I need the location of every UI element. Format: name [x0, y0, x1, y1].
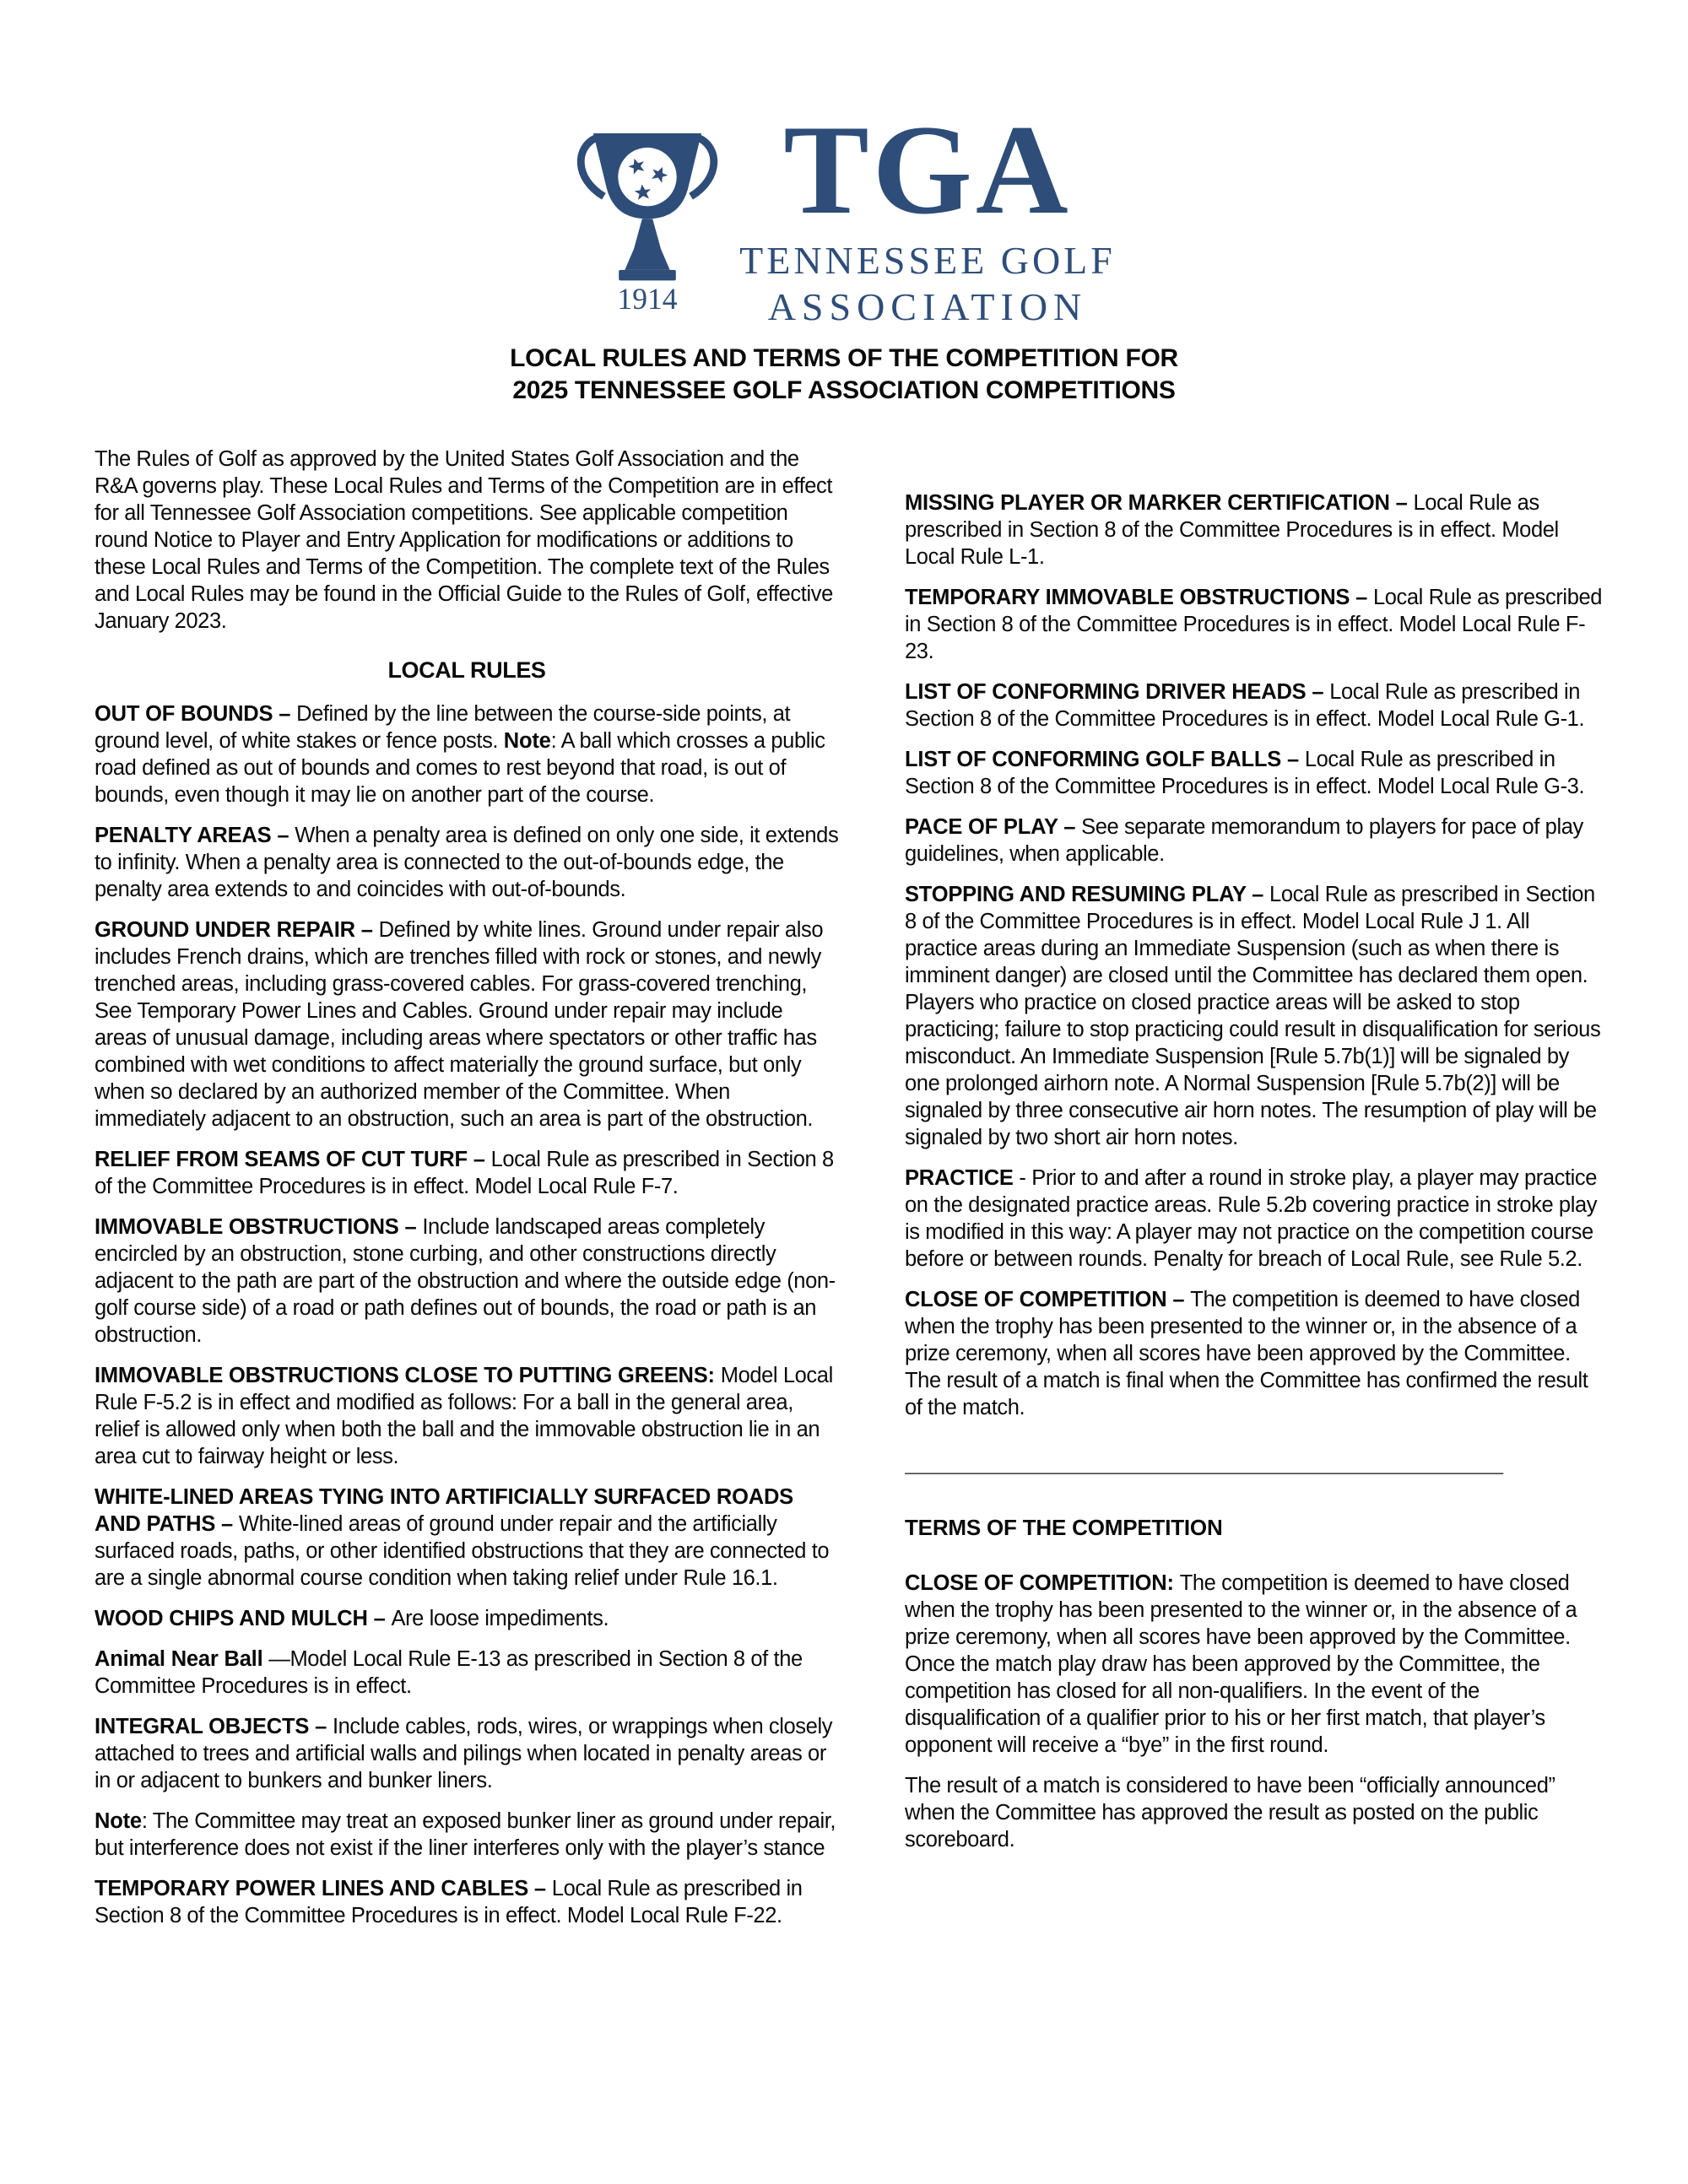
rule-paragraph: TEMPORARY POWER LINES AND CABLES – Local Rule as prescribed in Section 8 of the Committee Procedures is in effect. Model Local Rule F-22.: [95, 1876, 803, 1927]
trophy-plinth: [619, 270, 676, 280]
rule-paragraph: TEMPORARY IMMOVABLE OBSTRUCTIONS – Local Rule as prescribed in Section 8 of the Committee Procedures is in effect. Model Local Rule F-23.: [905, 585, 1603, 663]
tga-trophy-icon: [572, 120, 722, 321]
rule-paragraph: PACE OF PLAY – See separate memorandum to players for pace of play guidelines, when applicable.: [905, 814, 1583, 866]
terms-sections: [905, 1570, 1605, 1853]
rule-paragraph: PENALTY AREAS – When a penalty area is defined on only one side, it extends to infinity. When a penalty area is connected to the out-of-bounds edge, the penalty area extends to and coincides with out-of-bounds.: [95, 823, 839, 901]
rule-paragraph: MISSING PLAYER OR MARKER CERTIFICATION – Local Rule as prescribed in Section 8 of the Committee Procedures is in effect. Model Local Rule L-1.: [905, 490, 1559, 569]
rule-paragraph: GROUND UNDER REPAIR – Defined by white lines. Ground under repair also includes French drains, which are trenches filled with rock or stones, and newly trenched areas, including grass-covered cables. For grass-covered trenching, See Temporary Power Lines and Cables. Ground under repair may include areas of unusual damage, including areas where spectators or other traffic has combined with wet conditions to affect materially the ground surface, but only when so declared by an authorized member of the Committee. When immediately adjacent to an obstruction, such an area is part of the obstruction.: [95, 917, 824, 1131]
rule-paragraph: OUT OF BOUNDS – Defined by the line between the course-side points, at ground level, of white stakes or fence posts. Note: A ball which crosses a public road defined as out of bounds and comes to rest beyond that road, is out of bounds, even though it may lie on another part of the course.: [95, 701, 825, 807]
logo-text-block: [739, 99, 1116, 329]
section-divider: __________________________________________________: [905, 1451, 1504, 1475]
title-line-2: 2025 TENNESSEE GOLF ASSOCIATION COMPETITIONS: [512, 376, 1176, 404]
rule-paragraph: LIST OF CONFORMING GOLF BALLS – Local Rule as prescribed in Section 8 of the Committee Procedures is in effect. Model Local Rule G-3.: [905, 747, 1585, 798]
rule-paragraph: INTEGRAL OBJECTS – Include cables, rods, wires, or wrappings when closely attached to trees and artificial walls and pilings when located in penalty areas or in or adjacent to bunkers and bunker liners.: [95, 1714, 833, 1792]
rule-paragraph: CLOSE OF COMPETITION: The competition is deemed to have closed when the trophy has been presented to the winner or, in the absence of a prize ceremony, when all scores have been approved by the Committee. Once the match play draw has been approved by the Committee, the competition has closed for all non-qualifiers. In the event of the disqualification of a qualifier prior to his or her first match, that player’s opponent will receive a “bye” in the first round.: [905, 1570, 1577, 1757]
rule-paragraph: IMMOVABLE OBSTRUCTIONS – Include landscaped areas completely encircled by an obstruction, stone curbing, and other constructions directly adjacent to the path are part of the obstruction and where the outside edge (non-golf course side) of a road or path defines out of bounds, the road or path is an obstruction.: [95, 1214, 836, 1347]
rule-paragraph: STOPPING AND RESUMING PLAY – Local Rule as prescribed in Section 8 of the Committee Procedures is in effect. Model Local Rule J 1. All practice areas during an Immediate Suspension (such as when there is imminent danger) are closed until the Committee has declared them open. Players who practice on closed practice areas will be asked to stop practicing; failure to stop practicing could result in disqualification for serious misconduct. An Immediate Suspension [Rule 5.7b(1)] will be signaled by one prolonged airhorn note. A Normal Suspension [Rule 5.7b(2)] will be signaled by three consecutive air horn notes. The resumption of play will be signaled by two short air horn notes.: [905, 882, 1601, 1149]
left-column: [95, 446, 839, 1943]
document-title: [0, 343, 1688, 407]
tga-logo: [0, 99, 1688, 329]
right-rules-sections: [905, 489, 1605, 1421]
terms-heading: TERMS OF THE COMPETITION: [905, 1514, 1223, 1540]
trophy-foot: [625, 249, 669, 270]
rule-paragraph: IMMOVABLE OBSTRUCTIONS CLOSE TO PUTTING GREENS: Model Local Rule F-5.2 is in effect and modified as follows: For a ball in the general area, relief is allowed only when both the ball and the immovable obstruction lie in an area cut to fairway height or less.: [95, 1363, 833, 1468]
trophy-stem: [634, 219, 661, 249]
trophy-graphic: [572, 120, 722, 316]
title-line-1: LOCAL RULES AND TERMS OF THE COMPETITION FOR: [510, 343, 1178, 372]
local-rules-sections: [95, 700, 839, 1929]
rule-paragraph: CLOSE OF COMPETITION – The competition is deemed to have closed when the trophy has been presented to the winner or, in the absence of a prize ceremony, when all scores have been approved by the Committee. The result of a match is final when the Committee has confirmed the result of the match.: [905, 1287, 1588, 1419]
logo-acronym: TGA: [783, 99, 1072, 241]
logo-name-line1: TENNESSEE GOLF: [739, 238, 1116, 282]
rule-paragraph: The result of a match is considered to have been “officially announced” when the Committee has approved the result as posted on the public scoreboard.: [905, 1773, 1555, 1852]
logo-name-line2: ASSOCIATION: [767, 284, 1088, 328]
logo-year: 1914: [617, 282, 678, 316]
document-body: [0, 446, 1688, 1943]
rule-paragraph: Animal Near Ball —Model Local Rule E-13 as prescribed in Section 8 of the Committee Procedures is in effect.: [95, 1646, 803, 1698]
rule-paragraph: RELIEF FROM SEAMS OF CUT TURF – Local Rule as prescribed in Section 8 of the Committee Procedures is in effect. Model Local Rule F-7.: [95, 1147, 834, 1198]
right-column: [905, 446, 1605, 1943]
rule-paragraph: LIST OF CONFORMING DRIVER HEADS – Local Rule as prescribed in Section 8 of the Committee Procedures is in effect. Model Local Rule G-1.: [905, 679, 1585, 731]
intro-paragraph: The Rules of Golf as approved by the United States Golf Association and the R&A governs play. These Local Rules and Terms of the Competition are in effect for all Tennessee Golf Association competitions. See applicable competition round Notice to Player and Entry Application for modifications or additions to these Local Rules and Terms of the Competition. The complete text of the Rules and Local Rules may be found in the Official Guide to the Rules of Golf, effective January 2023.: [95, 446, 833, 633]
local-rules-heading: LOCAL RULES: [387, 657, 546, 683]
rule-paragraph: WOOD CHIPS AND MULCH – Are loose impediments.: [95, 1606, 609, 1630]
rule-paragraph: Note: The Committee may treat an exposed bunker liner as ground under repair, but interference does not exist if the liner interferes only with the player’s stance: [95, 1808, 836, 1860]
rule-paragraph: PRACTICE - Prior to and after a round in stroke play, a player may practice on the designated practice areas. Rule 5.2b covering practice in stroke play is modified in this way: A player may not practice on the competition course before or between rounds. Penalty for breach of Local Rule, see Rule 5.2.: [905, 1165, 1598, 1271]
rule-paragraph: WHITE-LINED AREAS TYING INTO ARTIFICIALLY SURFACED ROADS AND PATHS – White-lined areas of ground under repair and the artificially surfaced roads, paths, or other identified obstructions that they are connected to are a single abnormal course condition when taking relief under Rule 16.1.: [95, 1484, 830, 1590]
